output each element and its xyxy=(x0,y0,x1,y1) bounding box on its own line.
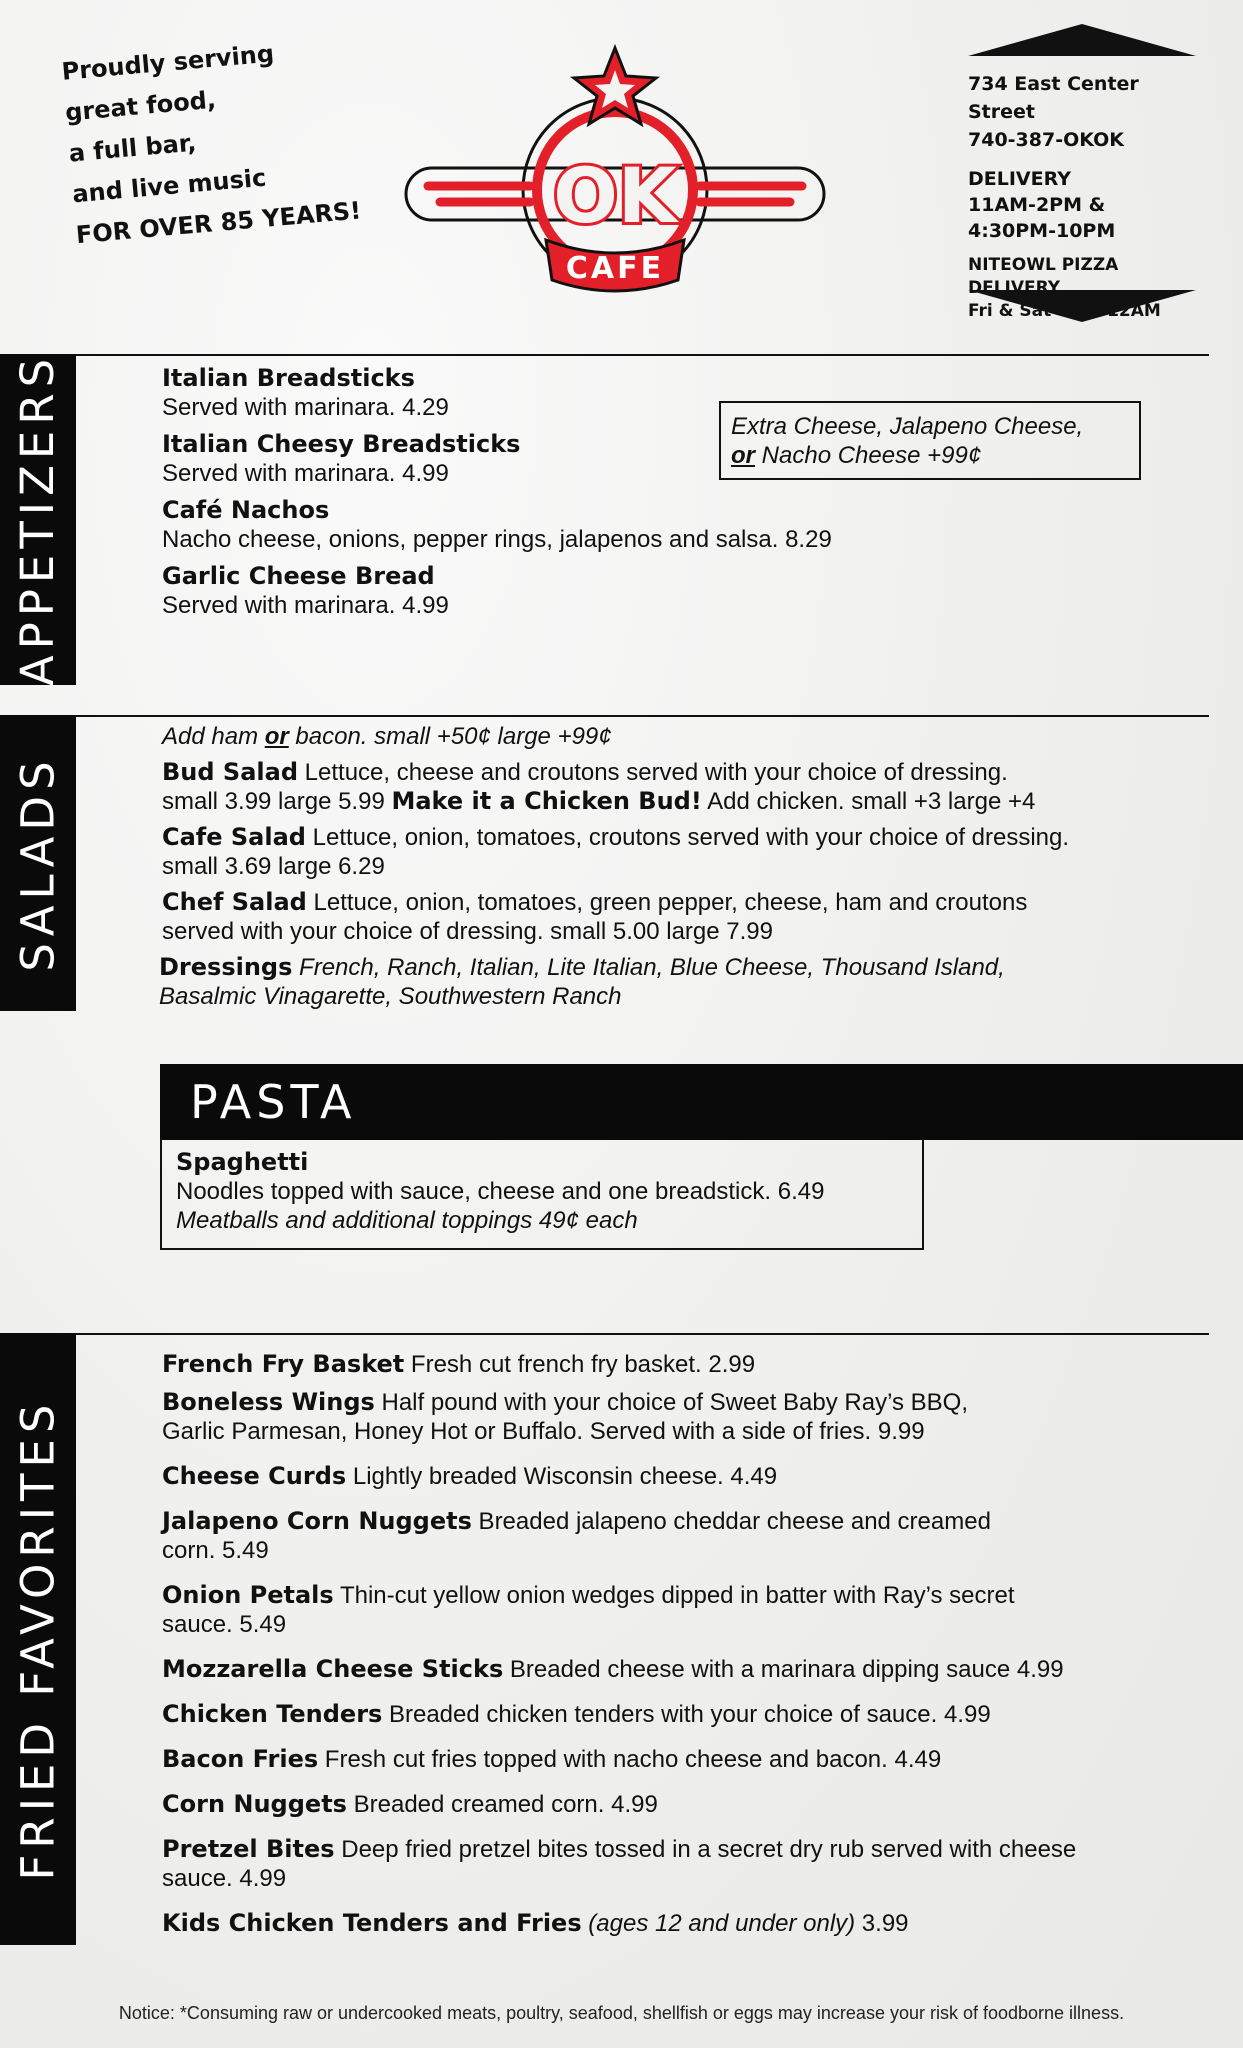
menu-item xyxy=(162,1835,1182,1893)
item-name: Garlic Cheese Bread xyxy=(162,562,435,590)
item-name: Onion Petals xyxy=(162,1581,334,1609)
menu-item xyxy=(162,888,1182,946)
item-note: Meatballs and additional toppings 49¢ each xyxy=(176,1207,638,1234)
ok-cafe-logo xyxy=(400,40,830,310)
menu-item xyxy=(162,1745,1182,1774)
section-tab-appetizers xyxy=(0,354,76,685)
item-desc: Lettuce, onion, tomatoes, croutons served with your choice of dressing. xyxy=(305,824,1070,851)
item-desc: Served with marinara. 4.29 xyxy=(162,394,449,421)
section-tab-pasta xyxy=(160,1064,1243,1140)
item-name: Mozzarella Cheese Sticks xyxy=(162,1655,504,1683)
section-title: SALADS xyxy=(11,754,65,972)
item-desc: Breaded creamed corn. 4.99 xyxy=(346,1791,658,1818)
menu-item xyxy=(162,1700,1182,1729)
triangle-down-icon xyxy=(968,290,1196,322)
addon-text: Add ham xyxy=(162,723,265,750)
pasta-box xyxy=(160,1138,924,1250)
tagline-line: great food, xyxy=(64,85,217,127)
item-desc: Nacho cheese, onions, pepper rings, jalapenos and salsa. 8.29 xyxy=(162,526,832,553)
item-desc: Served with marinara. 4.99 xyxy=(162,460,449,487)
item-name: Chicken Tenders xyxy=(162,1700,383,1728)
menu-item xyxy=(162,496,1182,554)
dressing-list: French, Ranch, Italian, Lite Italian, Blue Cheese, Thousand Island, xyxy=(292,954,1005,981)
section-divider xyxy=(76,354,1209,356)
menu-item xyxy=(162,823,1182,881)
delivery-hours: 4:30PM-10PM xyxy=(968,220,1116,242)
section-title: FRIED FAVORITES xyxy=(11,1398,65,1880)
menu-item xyxy=(162,1350,1182,1379)
section-tab-salads xyxy=(0,715,76,1011)
item-desc: served with your choice of dressing. small 5.00 large 7.99 xyxy=(162,918,773,945)
menu-item xyxy=(162,758,1182,816)
section-tab-fried-favorites xyxy=(0,1333,76,1945)
menu-item xyxy=(162,1462,1182,1491)
item-desc: Breaded cheese with a marinara dipping sauce 4.99 xyxy=(503,1656,1064,1683)
logo-ok-text: OK xyxy=(553,151,677,240)
item-name: Jalapeno Corn Nuggets xyxy=(162,1507,472,1535)
extra-cheese-rest: Nacho Cheese +99¢ xyxy=(755,442,982,469)
item-name: Spaghetti xyxy=(176,1148,309,1176)
delivery-label: DELIVERY xyxy=(968,168,1071,190)
item-desc: Garlic Parmesan, Honey Hot or Buffalo. Served with a side of fries. 9.99 xyxy=(162,1418,925,1445)
menu-item xyxy=(162,1655,1182,1684)
item-name: Boneless Wings xyxy=(162,1388,375,1416)
phone: 740-387-OKOK xyxy=(968,129,1124,151)
section-title: APPETIZERS xyxy=(11,352,65,687)
menu-item xyxy=(162,1909,1182,1938)
niteowl-label: NITEOWL PIZZA DELIVERY xyxy=(968,255,1119,298)
section-divider xyxy=(76,715,1209,717)
dressing-list: Basalmic Vinagarette, Southwestern Ranch xyxy=(159,983,622,1010)
or-emphasis: or xyxy=(731,442,755,469)
menu-item xyxy=(162,562,1182,620)
delivery-hours: 11AM-2PM & xyxy=(968,194,1106,216)
item-note: (ages 12 and under only) xyxy=(581,1910,856,1937)
item-desc: Breaded chicken tenders with your choice of sauce. 4.99 xyxy=(382,1701,991,1728)
section-divider xyxy=(76,1333,1209,1335)
item-desc: corn. 5.49 xyxy=(162,1537,269,1564)
extra-cheese-box xyxy=(719,401,1141,480)
item-desc: Noodles topped with sauce, cheese and one breadstick. 6.49 xyxy=(176,1178,825,1205)
item-desc: Served with marinara. 4.99 xyxy=(162,592,449,619)
item-desc: Lightly breaded Wisconsin cheese. 4.49 xyxy=(346,1463,778,1490)
item-name: Make it a Chicken Bud! xyxy=(391,787,702,815)
salad-addon xyxy=(162,722,1182,751)
item-name: Pretzel Bites xyxy=(162,1835,335,1863)
food-safety-notice: Notice: *Consuming raw or undercooked meats, poultry, seafood, shellfish or eggs may increase your risk of foodborne illness. xyxy=(118,2003,1125,2023)
item-name: Café Nachos xyxy=(162,496,330,524)
menu-item xyxy=(162,1507,1182,1565)
triangle-up-icon xyxy=(968,24,1196,56)
item-desc: Half pound with your choice of Sweet Baby Ray’s BBQ, xyxy=(374,1389,969,1416)
section-title: PASTA xyxy=(190,1075,357,1129)
item-name: Italian Breadsticks xyxy=(162,364,415,392)
extra-cheese-line: Extra Cheese, Jalapeno Cheese, xyxy=(731,413,1084,440)
item-desc: Thin-cut yellow onion wedges dipped in batter with Ray’s secret xyxy=(333,1582,1015,1609)
item-desc: Add chicken. small +3 large +4 xyxy=(701,788,1036,815)
item-name: Bacon Fries xyxy=(162,1745,319,1773)
menu-item xyxy=(162,1790,1182,1819)
item-name: French Fry Basket xyxy=(162,1350,405,1378)
menu-item xyxy=(162,1581,1182,1639)
item-name: Kids Chicken Tenders and Fries xyxy=(162,1909,582,1937)
tagline-line: and live music xyxy=(71,163,268,209)
or-emphasis: or xyxy=(264,723,289,750)
item-desc: Fresh cut fries topped with nacho cheese and bacon. 4.49 xyxy=(318,1746,942,1773)
item-prices: small 3.99 large 5.99 xyxy=(162,788,392,815)
item-desc: sauce. 4.99 xyxy=(162,1865,287,1892)
item-prices: small 3.69 large 6.29 xyxy=(162,853,385,880)
tagline xyxy=(60,24,397,256)
item-name: Italian Cheesy Breadsticks xyxy=(162,430,521,458)
address: 734 East Center Street xyxy=(968,73,1139,123)
item-desc: Breaded jalapeno cheddar cheese and creamed xyxy=(471,1508,991,1535)
item-desc: 3.99 xyxy=(855,1910,909,1937)
item-name: Dressings xyxy=(159,953,293,981)
salads-list xyxy=(159,722,1182,1018)
item-name: Cafe Salad xyxy=(162,823,306,851)
item-desc: Lettuce, cheese and croutons served with your choice of dressing. xyxy=(298,759,1008,786)
item-name: Bud Salad xyxy=(162,758,298,786)
item-name: Corn Nuggets xyxy=(162,1790,347,1818)
item-desc: Fresh cut french fry basket. 2.99 xyxy=(404,1351,756,1378)
item-desc: sauce. 5.49 xyxy=(162,1611,287,1638)
extra-cheese-line xyxy=(731,441,1129,470)
dressings xyxy=(159,953,1182,1011)
fried-list xyxy=(162,1350,1182,1954)
niteowl-hours: Fri & Sat until 12AM xyxy=(968,301,1161,321)
item-name: Cheese Curds xyxy=(162,1462,347,1490)
addon-text: bacon. small +50¢ large +99¢ xyxy=(288,723,612,750)
item-desc: Deep fried pretzel bites tossed in a secret dry rub served with cheese xyxy=(334,1836,1077,1863)
tagline-line: Proudly serving xyxy=(60,39,276,86)
menu-item xyxy=(162,1388,1182,1446)
contact-info xyxy=(968,24,1198,322)
item-desc: Lettuce, onion, tomatoes, green pepper, cheese, ham and croutons xyxy=(306,889,1028,916)
tagline-line: a full bar, xyxy=(67,128,198,168)
item-name: Chef Salad xyxy=(162,888,307,916)
logo-cafe-text: CAFE xyxy=(565,251,665,286)
tagline-line: FOR OVER 85 YEARS! xyxy=(74,196,363,250)
